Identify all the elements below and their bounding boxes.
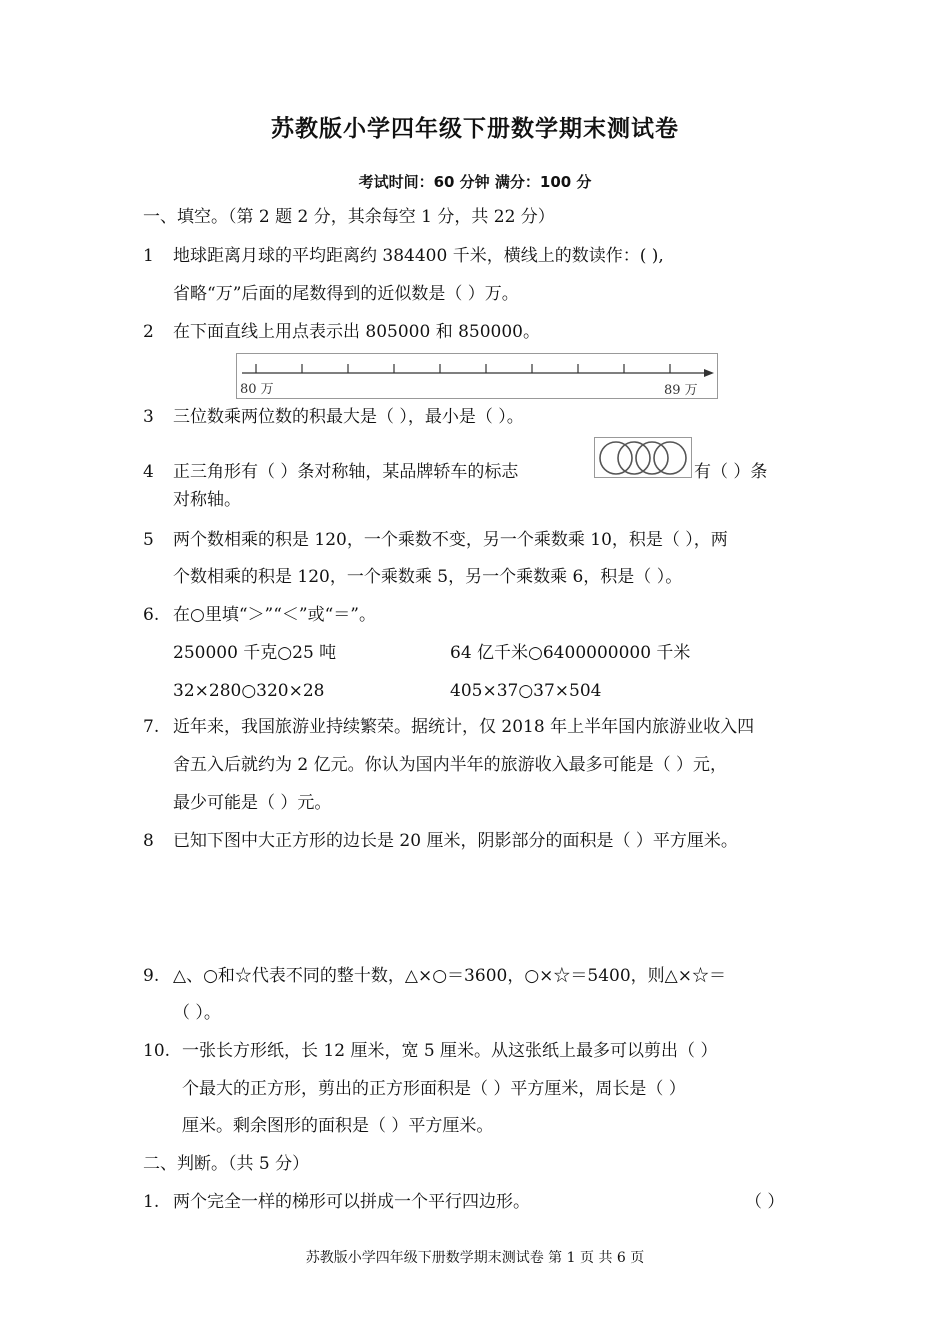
- q4-line1b: 有（ ）条: [694, 462, 768, 482]
- q1-line1: 地球距离月球的平均距离约 384400 千米，横线上的数读作：( ),: [173, 246, 664, 266]
- q2-number: 2: [143, 322, 154, 342]
- car-logo-rings-figure: [594, 437, 692, 478]
- q9-line2: （ ）。: [173, 1003, 221, 1023]
- q1-number: 1: [143, 246, 154, 266]
- q6-line1: 在○里填“＞”“＜”或“＝”。: [173, 605, 376, 625]
- q6-compare-1: 250000 千克○25 吨: [173, 643, 337, 663]
- q8-number: 8: [143, 831, 154, 851]
- q7-number: 7.: [143, 717, 160, 737]
- q4-line2: 对称轴。: [173, 490, 241, 510]
- q4-line1a: 正三角形有（ ）条对称轴，某品牌轿车的标志: [173, 462, 519, 482]
- q8-line1: 已知下图中大正方形的边长是 20 厘米，阴影部分的面积是（ ）平方厘米。: [173, 831, 738, 851]
- q10-line1: 一张长方形纸，长 12 厘米，宽 5 厘米。从这张纸上最多可以剪出（ ）: [182, 1041, 718, 1061]
- q6-number: 6.: [143, 605, 160, 625]
- q10-line2: 个最大的正方形，剪出的正方形面积是（ ）平方厘米，周长是（ ）: [182, 1079, 686, 1099]
- q10-line3: 厘米。剩余图形的面积是（ ）平方厘米。: [182, 1116, 494, 1136]
- number-line-left-label: 80 万: [240, 382, 274, 397]
- page-title: 苏教版小学四年级下册数学期末测试卷: [271, 116, 679, 142]
- judge-q1-number: 1.: [143, 1192, 160, 1212]
- section-1-heading: 一、填空。（第 2 题 2 分，其余每空 1 分，共 22 分）: [143, 207, 555, 227]
- page-footer: 苏教版小学四年级下册数学期末测试卷 第 1 页 共 6 页: [305, 1250, 645, 1266]
- q6-compare-4: 405×37○37×504: [450, 681, 602, 701]
- q7-line3: 最少可能是（ ）元。: [173, 793, 332, 813]
- exam-info: 考试时间：60 分钟 满分：100 分: [358, 173, 592, 191]
- q5-line1: 两个数相乘的积是 120，一个乘数不变，另一个乘数乘 10，积是（ ），两: [173, 530, 728, 550]
- judge-q1-text: 两个完全一样的梯形可以拼成一个平行四边形。: [173, 1192, 530, 1212]
- q3-line1: 三位数乘两位数的积最大是（ ），最小是（ ）。: [173, 407, 524, 427]
- q2-line1: 在下面直线上用点表示出 805000 和 850000。: [173, 322, 541, 342]
- q6-compare-2: 64 亿千米○6400000000 千米: [450, 643, 691, 663]
- q5-line2: 个数相乘的积是 120，一个乘数乘 5，另一个乘数乘 6，积是（ ）。: [173, 567, 683, 587]
- judge-q1-answer-paren: （ ）: [745, 1192, 785, 1212]
- q7-line2: 舍五入后就约为 2 亿元。你认为国内半年的旅游收入最多可能是（ ）元，: [173, 755, 728, 775]
- q5-number: 5: [143, 530, 154, 550]
- section-2-heading: 二、判断。（共 5 分）: [143, 1154, 310, 1174]
- q6-compare-3: 32×280○320×28: [173, 681, 325, 701]
- q1-line2: 省略“万”后面的尾数得到的近似数是（ ）万。: [173, 284, 519, 304]
- q3-number: 3: [143, 407, 154, 427]
- number-line-right-label: 89 万: [664, 383, 698, 398]
- q9-line1: △、○和☆代表不同的整十数，△×○＝3600，○×☆＝5400，则△×☆＝: [173, 966, 726, 986]
- q7-line1: 近年来，我国旅游业持续繁荣。据统计，仅 2018 年上半年国内旅游业收入四: [173, 717, 755, 737]
- q10-number: 10.: [143, 1041, 171, 1061]
- number-line-figure: [236, 353, 718, 399]
- q9-number: 9.: [143, 966, 160, 986]
- q4-number: 4: [143, 462, 154, 482]
